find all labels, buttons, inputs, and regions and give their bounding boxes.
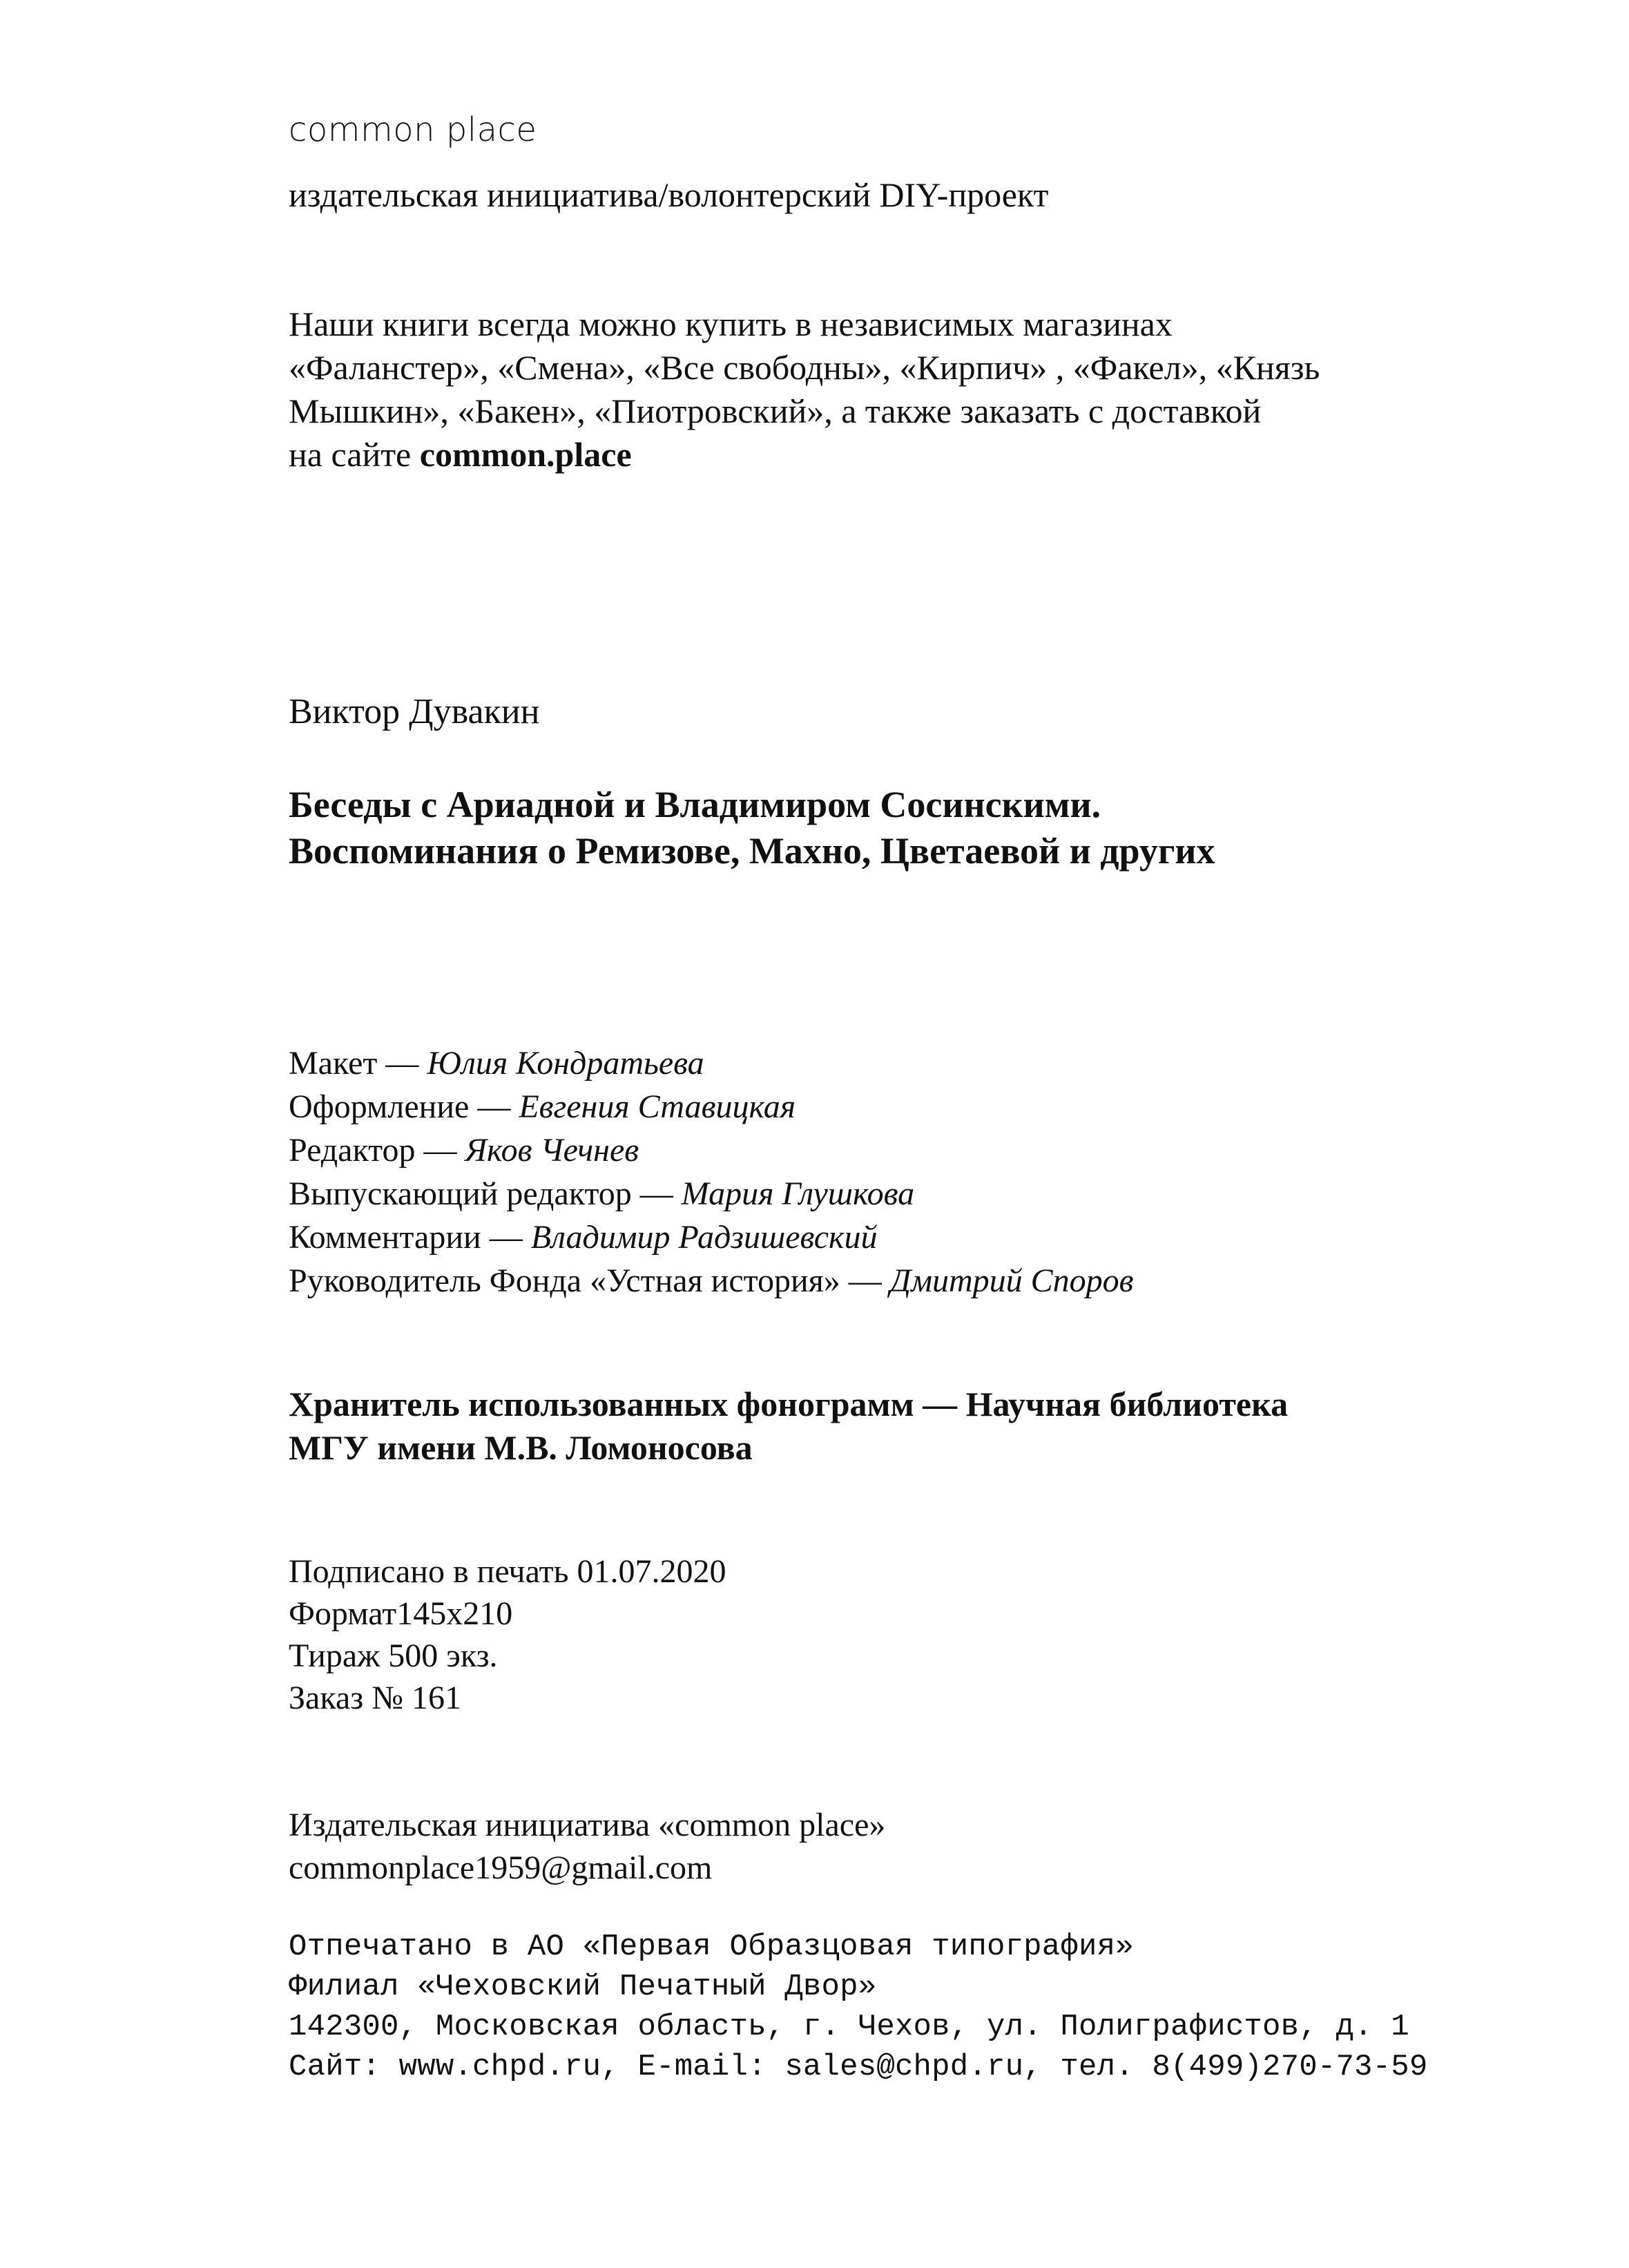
book-author — [289, 689, 1394, 735]
credit-item — [289, 1085, 1394, 1128]
order-number: Заказ № 161 — [289, 1680, 462, 1716]
printing-house — [289, 1927, 1428, 2087]
author-name: Виктор Дувакин — [289, 692, 540, 731]
publisher-email: commonplace1959@gmail.com — [289, 1849, 713, 1886]
publisher-name: Издательская инициатива «common place» — [289, 1807, 886, 1843]
credit-person: Евгения Ставицкая — [519, 1088, 796, 1125]
credit-person: Владимир Радзишевский — [530, 1219, 878, 1256]
credit-role: Макет — — [289, 1045, 427, 1082]
printer-address: 142300, Московская область, г. Чехов, ул. Полиграфистов, д. 1 — [289, 2010, 1409, 2044]
publisher-brand — [289, 109, 1394, 151]
stores-line-site — [289, 433, 1394, 477]
stores-line: «Фаланстер», «Смена», «Все свободны», «Кирпич» , «Факел», «Князь — [289, 348, 1320, 387]
credit-person: Юлия Кондратьева — [427, 1045, 704, 1082]
credit-role: Выпускающий редактор — — [289, 1175, 682, 1212]
printer-line: Отпечатано в АО «Первая Образцовая типография» — [289, 1930, 1134, 1964]
credit-role: Оформление — — [289, 1088, 519, 1125]
publisher-contacts — [289, 1804, 1394, 1890]
credit-item — [289, 1172, 1394, 1215]
stores-line: Мышкин», «Бакен», «Пиотровский», а также заказать с доставкой — [289, 392, 1262, 430]
credit-role: Руководитель Фонда «Устная история» — — [289, 1262, 890, 1299]
credit-role: Комментарии — — [289, 1219, 531, 1256]
credit-person: Дмитрий Споров — [889, 1262, 1134, 1299]
print-details — [289, 1550, 1394, 1719]
phonogram-keeper — [289, 1383, 1394, 1470]
stores-line: Наши книги всегда можно купить в независимых магазинах — [289, 305, 1173, 343]
printer-contacts: Сайт: www.chpd.ru, E-mail: sales@chpd.ru, тел. 8(499)270-73-59 — [289, 2050, 1428, 2084]
paper-format: Формат145х210 — [289, 1595, 513, 1632]
site-link: common.place — [419, 435, 632, 474]
printer-line: Филиал «Чеховский Печатный Двор» — [289, 1970, 877, 2004]
credit-person: Мария Глушкова — [681, 1175, 915, 1212]
credit-role: Редактор — — [289, 1132, 465, 1169]
credits-list — [289, 1041, 1394, 1303]
title-line: Беседы с Ариадной и Владимиром Сосинскими. — [289, 784, 1101, 825]
credit-item — [289, 1041, 1394, 1085]
credit-person: Яков Чечнев — [465, 1132, 639, 1169]
keeper-line: Хранитель использованных фонограмм — Научная библиотека — [289, 1385, 1289, 1423]
print-run: Тираж 500 экз. — [289, 1637, 498, 1674]
keeper-line: МГУ имени М.В. Ломоносова — [289, 1428, 753, 1467]
credit-item — [289, 1215, 1394, 1259]
title-line: Воспоминания о Ремизове, Махно, Цветаевой и других — [289, 830, 1215, 872]
credit-item — [289, 1128, 1394, 1172]
stores-paragraph — [289, 302, 1394, 477]
site-prefix: на сайте — [289, 435, 420, 474]
book-title — [289, 782, 1394, 874]
credit-item — [289, 1259, 1394, 1303]
signed-date: Подписано в печать 01.07.2020 — [289, 1553, 726, 1590]
tagline-text: издательская инициатива/волонтерский DIY-проект — [289, 175, 1049, 214]
publisher-tagline — [289, 173, 1394, 217]
brand-name: common place — [289, 110, 537, 149]
